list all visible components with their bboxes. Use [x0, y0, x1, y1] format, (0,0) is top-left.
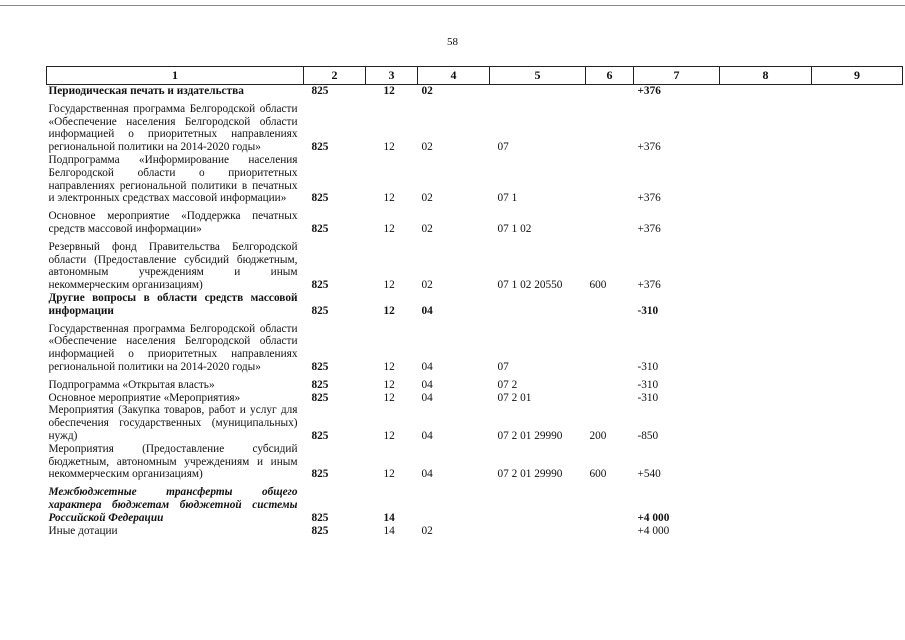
table-row [47, 525, 903, 538]
row-code-2-cell: 825 [311, 511, 329, 524]
row-amount-cell: +376 [637, 85, 661, 97]
row-code-6-cell: 200 [589, 429, 607, 442]
row-code-4-cell: 04 [421, 378, 433, 391]
row-code-3-cell: 12 [383, 391, 395, 404]
row-code-6-cell [586, 323, 634, 374]
row-code-5-cell: 07 [497, 141, 509, 154]
row-amount-cell: +540 [637, 468, 661, 481]
row-code-3-cell: 12 [383, 429, 395, 442]
row-name-cell: Подпрограмма «Информирование населения Белгородской области о приоритетных направлениях региональной политики в печатных и электронных средствах массовой информации» [48, 153, 298, 205]
row-name-cell: Основное мероприятие «Мероприятия» [48, 391, 241, 404]
row-col-8-cell [720, 210, 812, 236]
row-col-9-cell [812, 85, 903, 98]
row-amount-cell: +4 000 [637, 511, 670, 524]
row-col-8-cell [720, 154, 812, 205]
row-code-3-cell: 12 [383, 304, 395, 317]
column-header: 8 [720, 67, 812, 85]
row-code-2-cell: 825 [311, 391, 329, 404]
row-amount-cell: +376 [637, 141, 661, 154]
row-col-9-cell [812, 486, 903, 524]
table-header-row [47, 67, 903, 85]
row-name-cell: Мероприятия (Закупка товаров, работ и услуг для обеспечения государственных (муниципальных) нужд) [48, 404, 298, 442]
row-col-9-cell [812, 241, 903, 292]
row-code-3-cell: 12 [383, 378, 395, 391]
budget-table [46, 66, 903, 537]
row-code-6-cell [586, 85, 634, 98]
row-code-5-cell [490, 486, 586, 524]
table-row [47, 241, 903, 292]
row-col-8-cell [720, 392, 812, 405]
row-name-cell: Основное мероприятие «Поддержка печатных средств массовой информации» [48, 210, 298, 235]
table-row [47, 404, 903, 442]
row-code-2-cell: 825 [311, 85, 329, 97]
row-code-6-cell [586, 486, 634, 524]
column-header: 2 [304, 67, 366, 85]
column-header: 9 [812, 67, 903, 85]
scan-top-edge [0, 5, 905, 6]
row-code-5-cell [490, 85, 586, 98]
row-col-8-cell [720, 103, 812, 154]
row-name-cell: Межбюджетные трансферты общего характера бюджетам бюджетной системы Российской Федерации [48, 486, 298, 524]
row-code-3-cell: 12 [383, 141, 395, 154]
row-code-6-cell [586, 392, 634, 405]
table-row [47, 210, 903, 236]
row-amount-cell: -310 [637, 304, 659, 317]
row-name-cell: Иные дотации [48, 524, 118, 537]
row-code-4-cell: 04 [421, 468, 433, 481]
row-col-9-cell [812, 323, 903, 374]
row-code-5-cell: 07 1 [497, 192, 518, 205]
row-code-4-cell: 02 [421, 222, 433, 235]
row-code-4-cell: 02 [421, 279, 433, 292]
row-col-8-cell [720, 85, 812, 98]
row-col-9-cell [812, 404, 903, 442]
row-amount-cell: -310 [637, 391, 659, 404]
row-name-cell: Государственная программа Белгородской области «Обеспечение населения Белгородской области информацией о приоритетных направлениях региональной политики на 2014-2020 годы» [48, 322, 298, 373]
row-col-8-cell [720, 292, 812, 318]
row-code-5-cell: 07 2 01 [497, 391, 532, 404]
table-row [47, 292, 903, 318]
row-code-6-cell [586, 379, 634, 392]
row-col-9-cell [812, 443, 903, 481]
row-amount-cell: +376 [637, 222, 661, 235]
row-code-2-cell: 825 [311, 222, 329, 235]
table-row [47, 154, 903, 205]
table-row [47, 392, 903, 405]
row-code-2-cell: 825 [311, 468, 329, 481]
row-code-2-cell: 825 [311, 360, 329, 373]
row-col-8-cell [720, 443, 812, 481]
row-code-3-cell: 14 [383, 524, 395, 537]
row-code-2-cell: 825 [311, 378, 329, 391]
column-header: 3 [366, 67, 418, 85]
row-code-2-cell: 825 [311, 141, 329, 154]
row-col-8-cell [720, 486, 812, 524]
column-header: 6 [586, 67, 634, 85]
column-header: 7 [634, 67, 720, 85]
row-col-8-cell [720, 525, 812, 538]
row-amount-cell: -310 [637, 378, 659, 391]
row-col-9-cell [812, 292, 903, 318]
row-name-cell: Другие вопросы в области средств массовой информации [48, 291, 298, 317]
row-col-8-cell [720, 379, 812, 392]
row-code-3-cell: 12 [383, 192, 395, 205]
page-number: 58 [447, 36, 458, 48]
row-code-5-cell: 07 2 [497, 378, 518, 391]
row-col-9-cell [812, 379, 903, 392]
column-header: 5 [490, 67, 586, 85]
row-code-6-cell: 600 [589, 468, 607, 481]
row-code-6-cell [586, 292, 634, 318]
row-code-3-cell: 12 [383, 85, 395, 97]
row-code-4-cell: 04 [421, 304, 433, 317]
row-code-6-cell [586, 210, 634, 236]
row-code-5-cell: 07 1 02 20550 [497, 279, 563, 292]
row-code-4-cell: 04 [421, 391, 433, 404]
row-code-4-cell: 04 [421, 429, 433, 442]
row-code-5-cell: 07 [497, 360, 509, 373]
row-code-3-cell: 14 [383, 511, 395, 524]
row-amount-cell: +376 [637, 279, 661, 292]
row-code-5-cell: 07 2 01 29990 [497, 429, 563, 442]
row-code-4-cell: 02 [421, 524, 433, 537]
row-col-9-cell [812, 210, 903, 236]
row-code-2-cell: 825 [311, 429, 329, 442]
table-row [47, 103, 903, 154]
row-code-3-cell: 12 [383, 222, 395, 235]
row-col-9-cell [812, 103, 903, 154]
row-amount-cell: +376 [637, 192, 661, 205]
table-row [47, 323, 903, 374]
row-code-6-cell [586, 103, 634, 154]
table-row [47, 85, 903, 98]
row-code-6-cell [586, 154, 634, 205]
column-header: 1 [47, 67, 304, 85]
row-code-6-cell [586, 525, 634, 538]
row-code-2-cell: 825 [311, 304, 329, 317]
row-col-8-cell [720, 323, 812, 374]
row-col-8-cell [720, 404, 812, 442]
row-code-4-cell: 02 [421, 192, 433, 205]
row-name-cell: Периодическая печать и издательства [48, 85, 244, 97]
row-code-5-cell [490, 525, 586, 538]
row-name-cell: Подпрограмма «Открытая власть» [48, 378, 215, 391]
row-name-cell: Государственная программа Белгородской области «Обеспечение населения Белгородской области информацией о приоритетных направлениях региональной политики на 2014-2020 годы» [48, 102, 298, 154]
table-row [47, 443, 903, 481]
row-code-4-cell: 02 [421, 141, 433, 154]
row-code-2-cell: 825 [311, 524, 329, 537]
row-code-3-cell: 12 [383, 468, 395, 481]
row-code-3-cell: 12 [383, 279, 395, 292]
row-name-cell: Мероприятия (Предоставление субсидий бюджетным, автономным учреждениям и иным некоммерческим организациям) [48, 442, 298, 481]
row-code-4-cell [418, 486, 490, 524]
row-code-6-cell: 600 [589, 279, 607, 292]
row-code-4-cell: 02 [421, 85, 433, 97]
row-code-3-cell: 12 [383, 360, 395, 373]
row-code-2-cell: 825 [311, 279, 329, 292]
column-header: 4 [418, 67, 490, 85]
row-code-2-cell: 825 [311, 192, 329, 205]
row-col-9-cell [812, 154, 903, 205]
row-code-5-cell: 07 2 01 29990 [497, 468, 563, 481]
table-body [47, 85, 903, 538]
table-row [47, 486, 903, 524]
row-amount-cell: -850 [637, 429, 659, 442]
row-col-8-cell [720, 241, 812, 292]
row-code-5-cell [490, 292, 586, 318]
row-name-cell: Резервный фонд Правительства Белгородской области (Предоставление субсидий бюджетным, автономным учреждениям и иным некоммерческим организациям) [48, 240, 298, 292]
row-amount-cell: -310 [637, 360, 659, 373]
table-row [47, 379, 903, 392]
row-code-4-cell: 04 [421, 360, 433, 373]
row-col-9-cell [812, 392, 903, 405]
row-col-9-cell [812, 525, 903, 538]
row-code-5-cell: 07 1 02 [497, 222, 532, 235]
row-amount-cell: +4 000 [637, 524, 670, 537]
